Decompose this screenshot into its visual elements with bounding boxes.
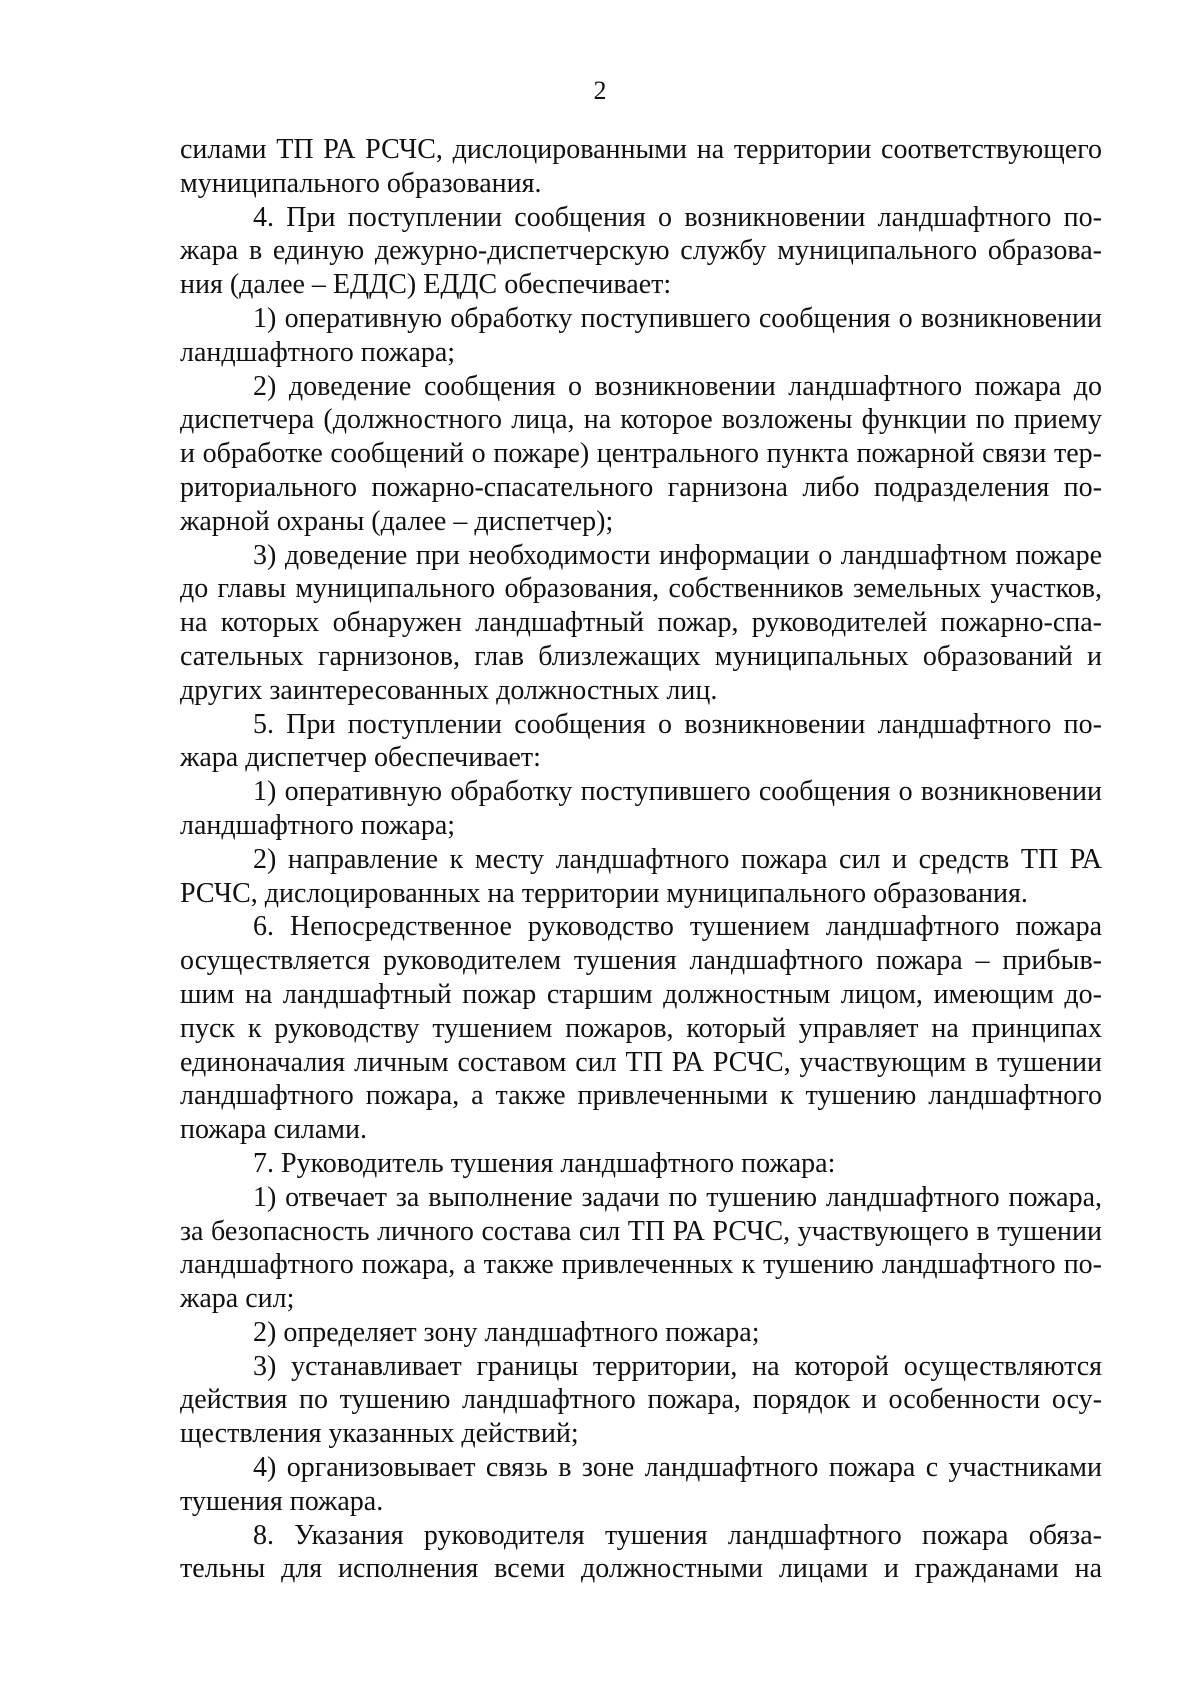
text-line: риториального пожарно-спасательного гарнизона либо подразделения по- <box>180 471 1102 503</box>
text-line: других заинтересованных должностных лиц. <box>180 674 718 706</box>
text-line: сательных гарнизонов, глав близлежащих муниципальных образований и <box>180 640 1102 672</box>
text-line: до главы муниципального образования, собственников земельных участков, <box>180 573 1102 605</box>
text-line: силами ТП РА РСЧС, дислоцированными на территории соответствующего <box>180 134 1102 165</box>
page-number: 2 <box>593 76 607 105</box>
text-line: 1) оперативную обработку поступившего сообщения о возникновении <box>253 776 1102 808</box>
text-line: 1) оперативную обработку поступившего сообщения о возникновении <box>253 302 1102 334</box>
text-line: муниципального образования. <box>180 167 542 199</box>
text-line: 3) доведение при необходимости информации о ландшафтном пожаре <box>253 539 1102 571</box>
text-line: жара в единую дежурно-диспетчерскую службу муниципального образова- <box>180 235 1102 267</box>
text-line: 8. Указания руководителя тушения ландшафтного пожара обяза- <box>253 1519 1102 1551</box>
text-line: ландшафтного пожара; <box>180 336 456 368</box>
text-line: ландшафтного пожара, а также привлеченных к тушению ландшафтного по- <box>180 1249 1102 1281</box>
text-line: 6. Непосредственное руководство тушением ландшафтного пожара <box>253 911 1102 943</box>
text-line: 4. При поступлении сообщения о возникновении ландшафтного по- <box>253 201 1102 233</box>
text-line: 2) определяет зону ландшафтного пожара; <box>253 1316 760 1348</box>
text-line: шим на ландшафтный пожар старшим должностным лицом, имеющим до- <box>180 978 1102 1010</box>
text-line: жара сил; <box>180 1283 295 1315</box>
text-line: 2) направление к месту ландшафтного пожара сил и средств ТП РА <box>253 843 1102 875</box>
text-line: пожара силами. <box>180 1114 368 1146</box>
text-line: и обработке сообщений о пожаре) центрального пункта пожарной связи тер- <box>180 438 1102 470</box>
text-line: ландшафтного пожара, а также привлеченными к тушению ландшафтного <box>180 1080 1102 1112</box>
text-line: 7. Руководитель тушения ландшафтного пожара: <box>253 1147 836 1179</box>
text-line: единоначалия личным составом сил ТП РА РСЧС, участвующим в тушении <box>180 1046 1102 1078</box>
text-line: жарной охраны (далее – диспетчер); <box>180 505 614 537</box>
text-line: осуществляется руководителем тушения ландшафтного пожара – прибыв- <box>180 945 1102 977</box>
text-line: диспетчера (должностного лица, на которое возложены функции по приему <box>180 404 1102 436</box>
text-line: 3) устанавливает границы территории, на которой осуществляются <box>253 1350 1102 1382</box>
text-line: тушения пожара. <box>180 1485 384 1517</box>
text-line: ния (далее – ЕДДС) ЕДДС обеспечивает: <box>180 269 672 301</box>
text-line: 1) отвечает за выполнение задачи по тушению ландшафтного пожара, <box>253 1181 1102 1213</box>
text-line: ществления указанных действий; <box>180 1418 579 1450</box>
text-line: 2) доведение сообщения о возникновении ландшафтного пожара до <box>253 370 1102 402</box>
text-line: ландшафтного пожара; <box>180 809 456 841</box>
body-text <box>180 133 1102 1586</box>
text-line: на которых обнаружен ландшафтный пожар, руководителей пожарно-спа- <box>180 607 1102 639</box>
text-line: действия по тушению ландшафтного пожара, порядок и особенности осу- <box>180 1384 1102 1416</box>
text-line: жара диспетчер обеспечивает: <box>180 742 541 774</box>
text-line: за безопасность личного состава сил ТП РА РСЧС, участвующего в тушении <box>180 1215 1102 1247</box>
text-line: 4) организовывает связь в зоне ландшафтного пожара с участниками <box>253 1452 1102 1484</box>
text-line: тельны для исполнения всеми должностными лицами и гражданами на <box>180 1553 1102 1585</box>
text-line: РСЧС, дислоцированных на территории муниципального образования. <box>180 877 1028 909</box>
text-line: пуск к руководству тушением пожаров, который управляет на принципах <box>180 1012 1102 1044</box>
text-line: 5. При поступлении сообщения о возникновении ландшафтного по- <box>253 708 1102 740</box>
